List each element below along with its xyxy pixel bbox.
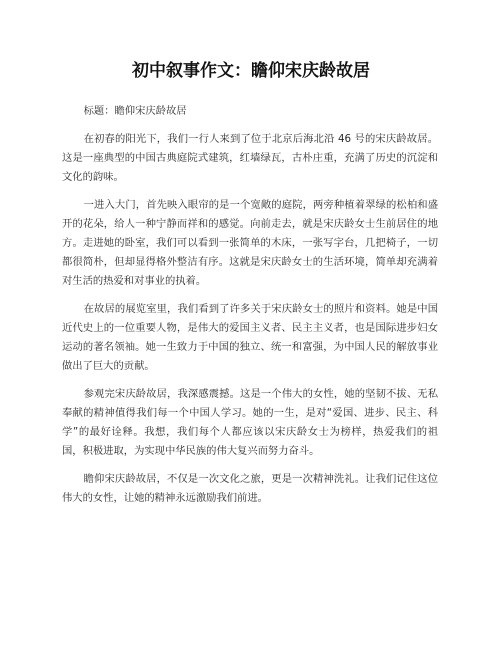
- paragraph-2: 一进入大门，首先映入眼帘的是一个宽敞的庭院，两旁种植着翠绿的松柏和盛开的花朵，给人一种宁静而祥和的感觉。向前走去，就是宋庆龄女士生前居住的地方。走进她的卧室，我们可以看到一张简单的木床，一张写字台，几把椅子，一切都很简朴，但却显得格外整洁有序。这就是宋庆龄女士的生活环境，简单却充满着对生活的热爱和对事业的执着。: [62, 199, 438, 287]
- document-title: 初中叙事作文：瞻仰宋庆龄故居: [132, 61, 370, 81]
- paragraph-5: 瞻仰宋庆龄故居，不仅是一次文化之旅，更是一次精神洗礼。让我们记住这位伟大的女性，让她的精神永远激励我们前进。: [62, 473, 438, 504]
- document-subtitle: 标题：瞻仰宋庆龄故居: [83, 105, 187, 117]
- paragraph-4: 参观完宋庆龄故居，我深感震撼。这是一个伟大的女性，她的坚韧不拔、无私奉献的精神值得我们每一个中国人学习。她的一生，是对“爱国、进步、民主、科学”的最好诠释。我想，我们每个人都应该以宋庆龄女士为榜样，热爱我们的祖国，积极进取，为实现中华民族的伟大复兴而努力奋斗。: [62, 388, 438, 457]
- paragraph-3: 在故居的展览室里，我们看到了许多关于宋庆龄女士的照片和资料。她是中国近代史上的一位重要人物，是伟大的爱国主义者、民主主义者，也是国际进步妇女运动的著名领袖。她一生致力于中国的独立、统一和富强，为中国人民的解放事业做出了巨大的贡献。: [62, 303, 438, 372]
- paragraph-1: 在初春的阳光下，我们一行人来到了位于北京后海北沿 46 号的宋庆龄故居。这是一座典型的中国古典庭院式建筑，红墙绿瓦，古朴庄重，充满了历史的沉淀和文化的韵味。: [62, 133, 438, 183]
- document-body: [62, 102, 438, 517]
